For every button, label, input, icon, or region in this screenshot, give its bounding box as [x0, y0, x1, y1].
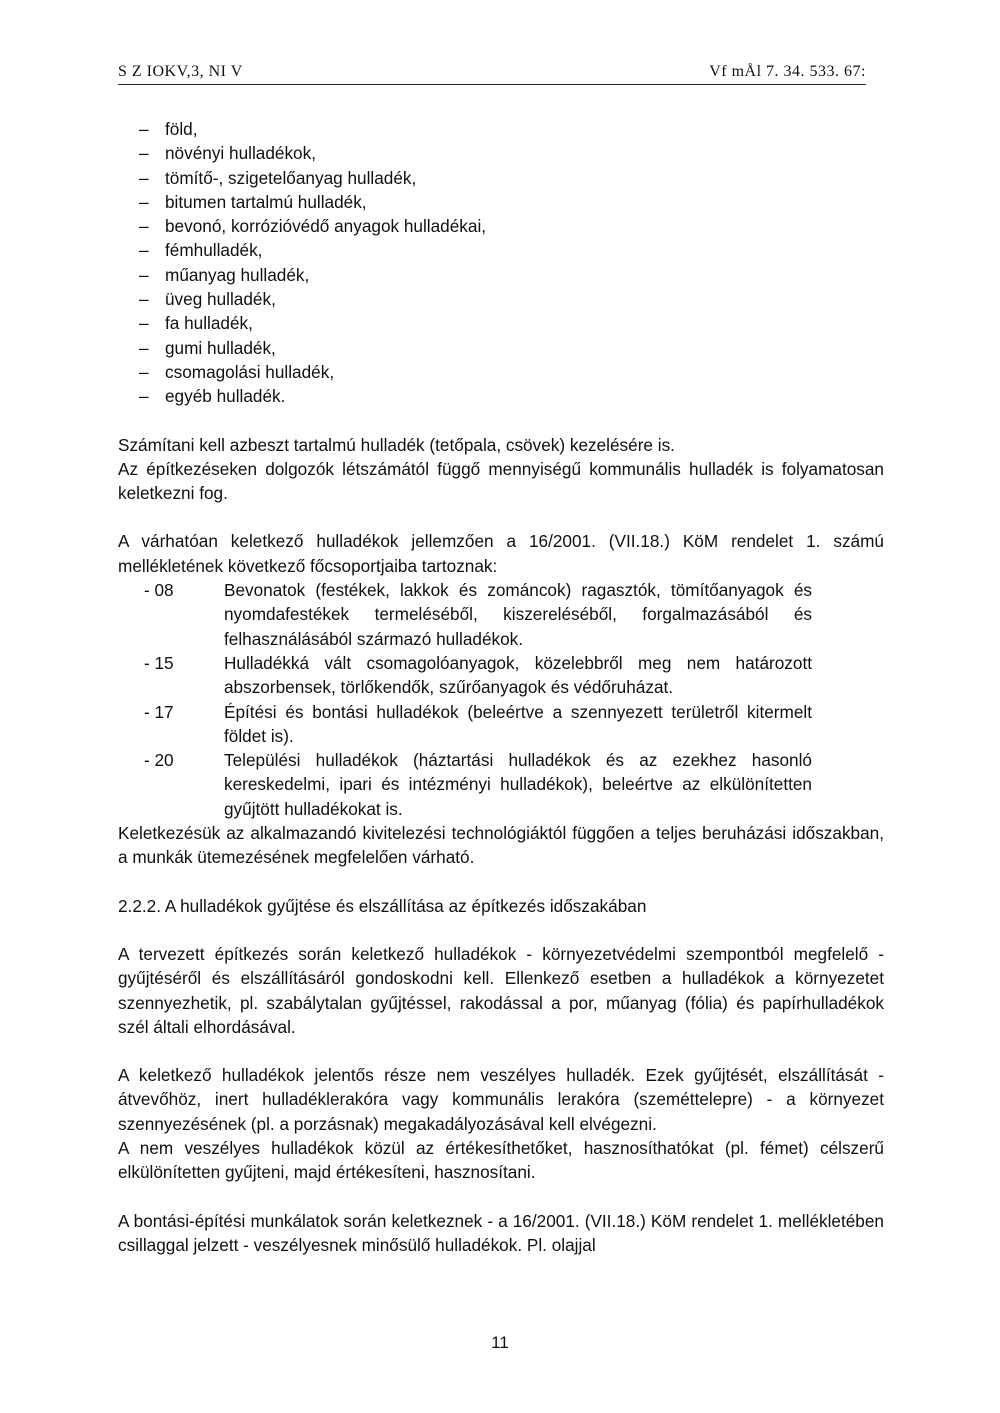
waste-group-code: - 17	[144, 701, 174, 722]
waste-group-description: Települési hulladékok (háztartási hulladékok és az ezekhez hasonló kereskedelmi, ipari és intézményi hulladékok), beleértve az elkülönítetten gyűjtött hulladékokat is.	[224, 750, 812, 819]
paragraph-collection: A tervezett építkezés során keletkező hulladékok - környezetvédelmi szempontból megfelelő - gyűjtéséről és elszállításáról gondoskodni kell. Ellenkező esetben a hulladékok a környezetet szennyezhetik, pl. szabálytalan gyűjtéssel, rakodással a por, műanyag (fólia) és papírhulladékok szél általi elhordásával.	[118, 943, 884, 1037]
waste-group-list	[118, 578, 884, 821]
waste-group-code: - 20	[144, 750, 174, 771]
list-item-text: fémhulladék,	[165, 240, 263, 261]
list-item	[139, 117, 884, 141]
list-item-text: bitumen tartalmú hulladék,	[165, 191, 367, 212]
list-item	[139, 166, 884, 190]
list-item	[139, 384, 884, 408]
list-item-text: bevonó, korrózióvédő anyagok hulladékai,	[165, 216, 487, 237]
list-item	[139, 360, 884, 384]
paragraph-waste-groups-intro: A várhatóan keletkező hulladékok jellemzően a 16/2001. (VII.18.) KöM rendelet 1. számú mellékletének következő főcsoportjaiba tartoznak:	[118, 531, 884, 576]
dash-bullet: –	[139, 289, 149, 310]
dash-bullet: –	[139, 264, 149, 285]
list-item-text: műanyag hulladék,	[165, 264, 310, 285]
dash-bullet: –	[139, 386, 149, 407]
list-item	[139, 336, 884, 360]
list-item	[139, 190, 884, 214]
list-item	[139, 311, 884, 335]
dash-bullet: –	[139, 313, 149, 334]
paragraph-timing: Keletkezésük az alkalmazandó kivitelezési technológiáktól függően a teljes beruházási időszakban, a munkák ütemezésének megfelelően várható.	[118, 823, 884, 868]
dash-bullet: –	[139, 361, 149, 382]
page-header	[118, 60, 866, 85]
list-item	[139, 263, 884, 287]
header-right-text: Vf mÅl 7. 34. 533. 67:	[709, 63, 866, 80]
waste-group-item	[118, 578, 884, 651]
paragraph-asbestos: Számítani kell azbeszt tartalmú hulladék (tetőpala, csövek) kezelésére is.	[118, 434, 675, 455]
page-content	[118, 117, 884, 1257]
waste-group-item	[118, 748, 884, 821]
dash-bullet: –	[139, 143, 149, 164]
waste-group-description: Hulladékká vált csomagolóanyagok, közelebbről meg nem határozott abszorbensek, törlőkendők, szűrőanyagok és védőruházat.	[224, 652, 812, 698]
waste-group-item	[118, 651, 884, 700]
list-item	[139, 287, 884, 311]
list-item-text: föld,	[165, 119, 198, 139]
page-number: 11	[491, 1333, 509, 1352]
waste-type-list	[118, 117, 884, 409]
waste-group-code: - 08	[144, 580, 174, 601]
waste-group-item	[118, 700, 884, 749]
list-item-text: növényi hulladékok,	[165, 143, 316, 164]
list-item-text: csomagolási hulladék,	[165, 361, 335, 382]
dash-bullet: –	[139, 119, 149, 139]
paragraph-recyclable: A nem veszélyes hulladékok közül az értékesíthetőket, hasznosíthatókat (pl. fémet) célszerű elkülönítetten gyűjteni, majd értékesíteni, hasznosítani.	[118, 1137, 884, 1183]
dash-bullet: –	[139, 337, 149, 358]
paragraph-communal-waste: Az építkezéseken dolgozók létszámától függő mennyiségű kommunális hulladék is folyamatosan keletkezni fog.	[118, 458, 884, 504]
paragraph-hazardous: A bontási-építési munkálatok során keletkeznek - a 16/2001. (VII.18.) KöM rendelet 1. mellékletében csillaggal jelzett - veszélyesnek minősülő hulladékok. Pl. olajjal	[118, 1210, 884, 1255]
section-heading: 2.2.2. A hulladékok gyűjtése és elszállítása az építkezés időszakában	[118, 895, 647, 916]
list-item	[139, 238, 884, 262]
waste-group-description: Építési és bontási hulladékok (beleértve a szennyezett területről kitermelt földet is).	[224, 701, 812, 746]
list-item	[139, 141, 884, 165]
waste-group-code: - 15	[144, 652, 174, 673]
dash-bullet: –	[139, 240, 149, 261]
list-item-text: fa hulladék,	[165, 313, 253, 334]
dash-bullet: –	[139, 167, 149, 188]
dash-bullet: –	[139, 191, 149, 212]
list-item-text: gumi hulladék,	[165, 337, 276, 358]
paragraph-non-hazardous: A keletkező hulladékok jelentős része nem veszélyes hulladék. Ezek gyűjtését, elszállítását - átvevőhöz, inert hulladéklerakóra vagy kommunális lerakóra (szeméttelepre) - a környezet szennyezésének (pl. a porzásnak) megakadályozásával kell elvégezni.	[118, 1065, 884, 1134]
list-item-text: tömítő-, szigetelőanyag hulladék,	[165, 167, 417, 188]
list-item-text: üveg hulladék,	[165, 289, 276, 310]
header-left-text: S Z IOKV,3, NI V	[118, 63, 243, 80]
dash-bullet: –	[139, 216, 149, 237]
list-item-text: egyéb hulladék.	[165, 386, 286, 407]
waste-group-description: Bevonatok (festékek, lakkok és zománcok) ragasztók, tömítőanyagok és nyomdafestékek termeléséből, kiszereléséből, forgalmazásából és felhasználásából származó hulladékok.	[224, 580, 812, 649]
list-item	[139, 214, 884, 238]
